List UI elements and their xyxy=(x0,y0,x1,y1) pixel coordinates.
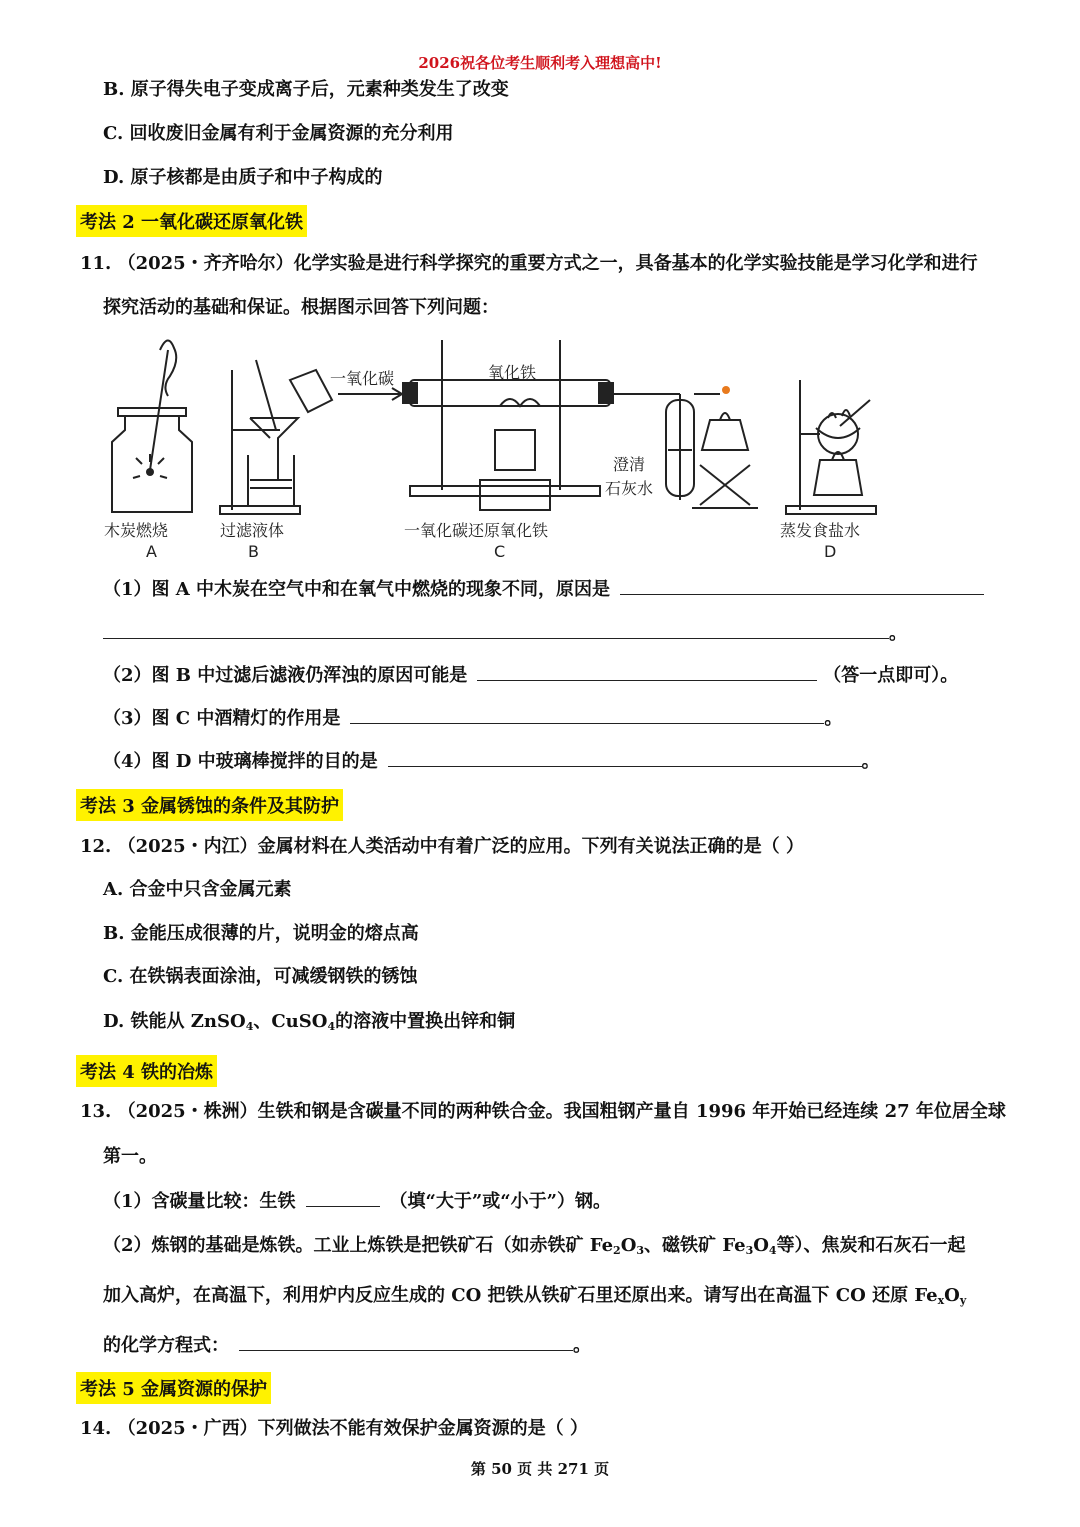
label-limewater-1: 澄清 xyxy=(613,455,646,474)
figure-a-bottle xyxy=(112,340,192,512)
figure-c-co-reduction xyxy=(338,340,758,510)
q10-option-b: B. 原子得失电子变成离子后，元素种类发生了改变 xyxy=(103,79,509,100)
q11-sub2 xyxy=(103,662,958,688)
q13-sub2-line2 xyxy=(103,1284,966,1308)
letter-d: D xyxy=(824,542,837,561)
answer-blank-13-1[interactable] xyxy=(306,1188,380,1207)
q13-line2-a: 加入高炉，在高温下，利用炉内反应生成的 CO 把铁从铁矿石里还原出来。请写出在高温下 CO 还原 Fe xyxy=(103,1285,938,1306)
q10-option-c: C. 回收废旧金属有利于金属资源的充分利用 xyxy=(103,123,454,144)
q11-sub1-end: 。 xyxy=(889,623,907,644)
q12-option-a[interactable]: A. 合金中只含金属元素 xyxy=(103,879,292,900)
q13-sub2-b: O xyxy=(620,1235,637,1256)
q13-sub2-line3 xyxy=(103,1332,591,1358)
q13-sub2-s4: 4 xyxy=(768,1244,777,1257)
answer-blank-1b[interactable] xyxy=(103,620,889,639)
q13-sub2-e: 等）、焦炭和石灰石一起 xyxy=(776,1235,966,1256)
q10-option-d: D. 原子核都是由质子和中子构成的 xyxy=(103,167,383,188)
caption-a: 木炭燃烧 xyxy=(104,521,169,540)
q11-sub2-text: （2）图 B 中过滤后滤液仍浑浊的原因可能是 xyxy=(103,665,468,686)
q11-sub3-text: （3）图 C 中酒精灯的作用是 xyxy=(103,708,341,729)
answer-blank-1a[interactable] xyxy=(620,576,984,595)
q13-sub1-b: （填“大于”或“小于”）钢。 xyxy=(389,1191,611,1212)
q13-sub1-a: （1）含碳量比较：生铁 xyxy=(103,1191,296,1212)
figure-d-evaporation xyxy=(786,380,876,514)
q13-line2-b: O xyxy=(944,1285,960,1306)
q12-d-sub1: 4 xyxy=(245,1020,254,1033)
answer-blank-4[interactable] xyxy=(388,748,862,767)
answer-blank-2[interactable] xyxy=(477,662,817,681)
q11-sub4-text: （4）图 D 中玻璃棒搅拌的目的是 xyxy=(103,751,378,772)
q13-sub2-d: O xyxy=(753,1235,769,1256)
q13-line2-s1: x xyxy=(937,1294,945,1307)
letter-a: A xyxy=(146,542,157,561)
q13-sub2-a: （2）炼钢的基础是炼铁。工业上炼铁是把铁矿石（如赤铁矿 Fe xyxy=(103,1235,614,1256)
q11-sub4 xyxy=(103,748,880,774)
section-heading-4: 考法 4 铁的冶炼 xyxy=(76,1055,217,1087)
q11-sub1-cont xyxy=(103,620,907,646)
q13-sub2-s2: 3 xyxy=(636,1244,645,1257)
q13-stem-line2: 第一。 xyxy=(103,1146,157,1167)
q12-option-d[interactable] xyxy=(103,1010,515,1034)
section-heading-2: 考法 2 一氧化碳还原氧化铁 xyxy=(76,205,307,237)
label-carbon-monoxide: 一氧化碳 xyxy=(330,369,395,388)
label-iron-oxide: 氧化铁 xyxy=(488,363,537,382)
q12-stem: 12. （2025・内江）金属材料在人类活动中有着广泛的应用。下列有关说法正确的是（ ） xyxy=(80,836,804,857)
experiment-figure xyxy=(80,330,1000,570)
q12-d-suffix: 的溶液中置换出锌和铜 xyxy=(335,1011,516,1032)
answer-blank-13-2[interactable] xyxy=(239,1332,573,1351)
q11-sub1 xyxy=(103,576,984,602)
q12-d-prefix: D. 铁能从 ZnSO xyxy=(103,1011,246,1032)
q13-sub1 xyxy=(103,1188,611,1214)
letter-c: C xyxy=(494,542,506,561)
page-footer: 第 50 页 共 271 页 xyxy=(470,1460,610,1478)
q11-sub3 xyxy=(103,705,842,731)
letter-b: B xyxy=(248,542,259,561)
q13-sub2-s3: 3 xyxy=(745,1244,754,1257)
q11-sub1-text: （1）图 A 中木炭在空气中和在氧气中燃烧的现象不同，原因是 xyxy=(103,579,611,600)
caption-d: 蒸发食盐水 xyxy=(780,521,861,540)
q11-sub4-end: 。 xyxy=(861,751,880,772)
q13-sub2-c: 、磁铁矿 Fe xyxy=(644,1235,746,1256)
q13-line3-end: 。 xyxy=(573,1335,591,1356)
section-heading-5: 考法 5 金属资源的保护 xyxy=(76,1372,271,1404)
q12-d-mid: 、CuSO xyxy=(253,1011,328,1032)
q13-stem-line1: 13. （2025・株洲）生铁和钢是含碳量不同的两种铁合金。我国粗钢产量自 1996 年开始已经连续 27 年位居全球 xyxy=(80,1101,1006,1122)
q13-line2-s2: y xyxy=(959,1294,967,1307)
figure-b-filtration xyxy=(220,360,332,514)
q13-line3-a: 的化学方程式： xyxy=(103,1335,229,1356)
q11-sub2-end: （答一点即可）。 xyxy=(823,665,959,686)
section-heading-3: 考法 3 金属锈蚀的条件及其防护 xyxy=(76,789,343,821)
q12-d-sub2: 4 xyxy=(327,1020,336,1033)
page-banner: 2026祝各位考生顺利考入理想高中! xyxy=(418,54,662,72)
q11-sub3-end: 。 xyxy=(824,708,843,729)
caption-b: 过滤液体 xyxy=(220,521,285,540)
q13-sub2-s1: 2 xyxy=(613,1244,621,1257)
q11-stem-line2: 探究活动的基础和保证。根据图示回答下列问题： xyxy=(103,297,499,318)
q14-stem: 14. （2025・广西）下列做法不能有效保护金属资源的是（ ） xyxy=(80,1418,588,1439)
q12-option-b[interactable]: B. 金能压成很薄的片，说明金的熔点高 xyxy=(103,923,419,944)
label-limewater-2: 石灰水 xyxy=(605,479,654,498)
q12-option-c[interactable]: C. 在铁锅表面涂油，可减缓钢铁的锈蚀 xyxy=(103,966,418,987)
caption-c: 一氧化碳还原氧化铁 xyxy=(404,521,549,540)
q11-stem-line1: 11. （2025・齐齐哈尔）化学实验是进行科学探究的重要方式之一，具备基本的化学实验技能是学习化学和进行 xyxy=(80,253,978,274)
q13-sub2-line1 xyxy=(103,1234,966,1258)
answer-blank-3[interactable] xyxy=(350,705,824,724)
